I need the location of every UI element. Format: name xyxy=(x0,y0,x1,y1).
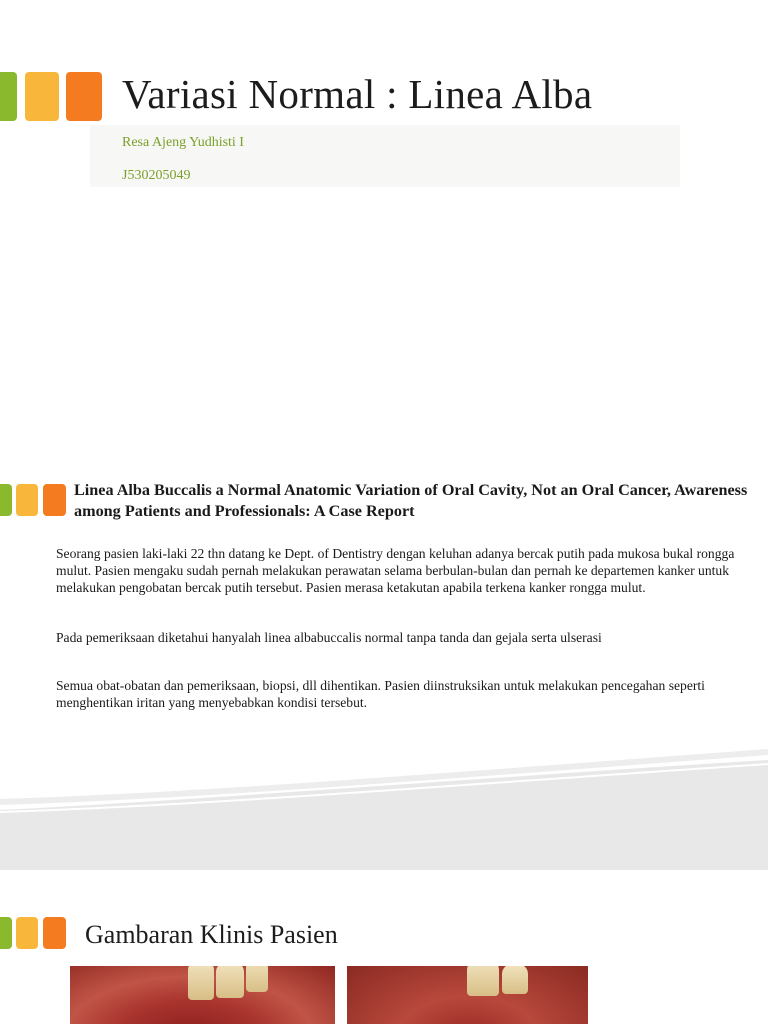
slide-title: Gambaran Klinis Pasien xyxy=(85,920,338,949)
accent-square-yellow xyxy=(16,484,38,516)
case-report-heading: Linea Alba Buccalis a Normal Anatomic Variation of Oral Cavity, Not an Oral Cancer, Awareness among Patients and Professionals: A Case Report xyxy=(74,481,748,520)
paragraph-case-description: Seorang pasien laki-laki 22 thn datang ke Dept. of Dentistry dengan keluhan adanya bercak putih pada mukosa bukal rongga mulut. Pasien mengaku sudah pernah melakukan perawatan selama berbulan-bulan dan pernah ke departemen kanker untuk melakukan pengobatan bercak putih tersebut. Pasien merasa ketakutan apabila terkena kanker rongga mulut. xyxy=(56,546,735,595)
accent-square-green xyxy=(0,917,12,949)
student-id: J530205049 xyxy=(122,168,191,183)
accent-square-orange xyxy=(66,72,102,121)
accent-square-yellow xyxy=(25,72,59,121)
accent-square-green xyxy=(0,484,12,516)
case-report-slide xyxy=(0,450,768,870)
accent-square-green xyxy=(0,72,17,121)
clinical-photo-left xyxy=(70,966,335,1024)
clinical-images-slide xyxy=(0,880,768,1024)
accent-square-orange xyxy=(43,917,66,949)
slide-bottom-wave xyxy=(0,740,768,870)
clinical-photo-right xyxy=(347,966,588,1024)
paragraph-examination: Pada pemeriksaan diketahui hanyalah linea albabuccalis normal tanpa tanda dan gejala serta ulserasi xyxy=(56,630,602,645)
slide-title: Variasi Normal : Linea Alba xyxy=(122,71,593,117)
accent-square-orange xyxy=(43,484,66,516)
accent-square-yellow xyxy=(16,917,38,949)
author-name: Resa Ajeng Yudhisti I xyxy=(122,135,244,150)
paragraph-treatment: Semua obat-obatan dan pemeriksaan, biopsi, dll dihentikan. Pasien diinstruksikan untuk melakukan pencegahan seperti menghentikan iritan yang menyebabkan kondisi tersebut. xyxy=(56,678,705,710)
title-slide xyxy=(0,0,768,440)
